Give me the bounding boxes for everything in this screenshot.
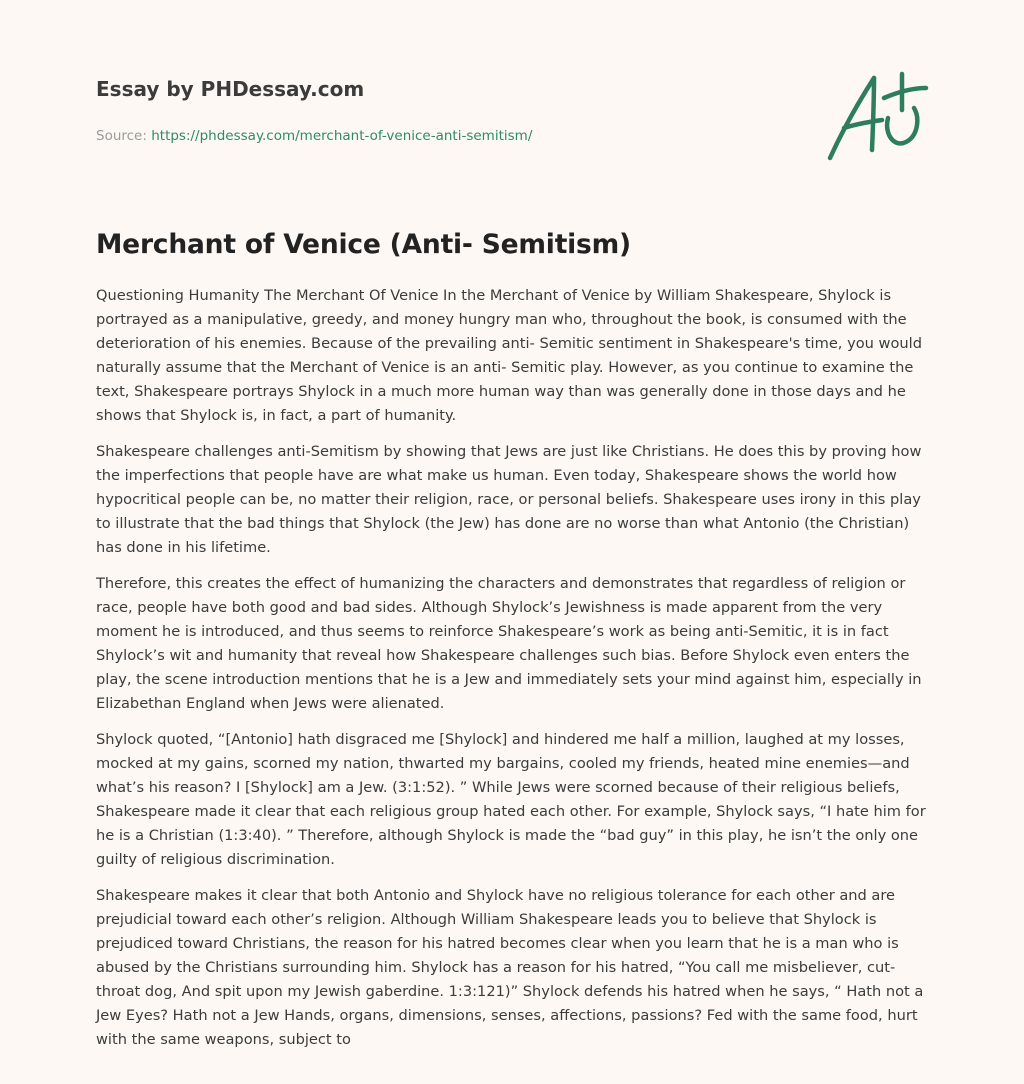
article-paragraph: Questioning Humanity The Merchant Of Venice In the Merchant of Venice by William Shakespeare, Shylock is portrayed as a manipulative, greedy, and money hungry man who, throughout the book, is consumed with the deterioration of his enemies. Because of the prevailing anti- Semitic sentiment in Shakespeare's time, you would naturally assume that the Merchant of Venice is an anti- Semitic play. However, as you continue to examine the text, Shakespeare portrays Shylock in a much more human way than was generally done in those days and he shows that Shylock is, in fact, a part of humanity. bbox=[96, 287, 922, 424]
page-header bbox=[96, 74, 796, 146]
article-paragraph: Shakespeare makes it clear that both Antonio and Shylock have no religious tolerance for each other and are prejudicial toward each other’s religion. Although William Shakespeare leads you to believe that Shylock is prejudiced toward Christians, the reason for his hatred becomes clear when you learn that he is a man who is abused by the Christians surrounding him. Shylock has a reason for his hatred, “You call me misbeliever, cut-throat dog, And spit upon my Jewish gaberdine. 1:3:121)” Shylock defends his hatred when he says, “ Hath not a Jew Eyes? Hath not a Jew Hands, organs, dimensions, senses, affections, passions? Fed with the same food, hurt with the same weapons, subject to bbox=[96, 887, 924, 1048]
article-paragraph: Therefore, this creates the effect of humanizing the characters and demonstrates that regardless of religion or race, people have both good and bad sides. Although Shylock’s Jewishness is made apparent from the very moment he is introduced, and thus seems to reinforce Shakespeare’s work as being anti-Semitic, it is in fact Shylock’s wit and humanity that reveal how Shakespeare challenges such bias. Before Shylock even enters the play, the scene introduction mentions that he is a Jew and immediately sets your mind against him, especially in Elizabethan England when Jews were alienated. bbox=[96, 575, 922, 712]
article-paragraph: Shylock quoted, “[Antonio] hath disgraced me [Shylock] and hindered me half a million, laughed at my losses, mocked at my gains, scorned my nation, thwarted my bargains, cooled my friends, heated mine enemies—and what’s his reason? I [Shylock] am a Jew. (3:1:52). ” While Jews were scorned because of their religious beliefs, Shakespeare made it clear that each religious group hated each other. For example, Shylock says, “I hate him for he is a Christian (1:3:40). ” Therefore, although Shylock is made the “bad guy” in this play, he isn’t the only one guilty of religious discrimination. bbox=[96, 731, 926, 868]
article-title: Merchant of Venice (Anti- Semitism) bbox=[96, 229, 631, 260]
a-plus-logo-icon bbox=[822, 66, 932, 166]
source-label: Source: bbox=[96, 128, 147, 144]
article-paragraph: Shakespeare challenges anti-Semitism by showing that Jews are just like Christians. He does this by proving how the imperfections that people have are what make us human. Even today, Shakespeare shows the world how hypocritical people can be, no matter their religion, race, or personal beliefs. Shakespeare uses irony in this play to illustrate that the bad things that Shylock (the Jew) has done are no worse than what Antonio (the Christian) has done in his lifetime. bbox=[96, 443, 922, 556]
source-line bbox=[96, 126, 796, 146]
article-body bbox=[96, 284, 928, 1064]
brand-title: Essay by PHDessay.com bbox=[96, 77, 365, 101]
source-link[interactable]: https://phdessay.com/merchant-of-venice-anti-semitism/ bbox=[151, 128, 533, 144]
